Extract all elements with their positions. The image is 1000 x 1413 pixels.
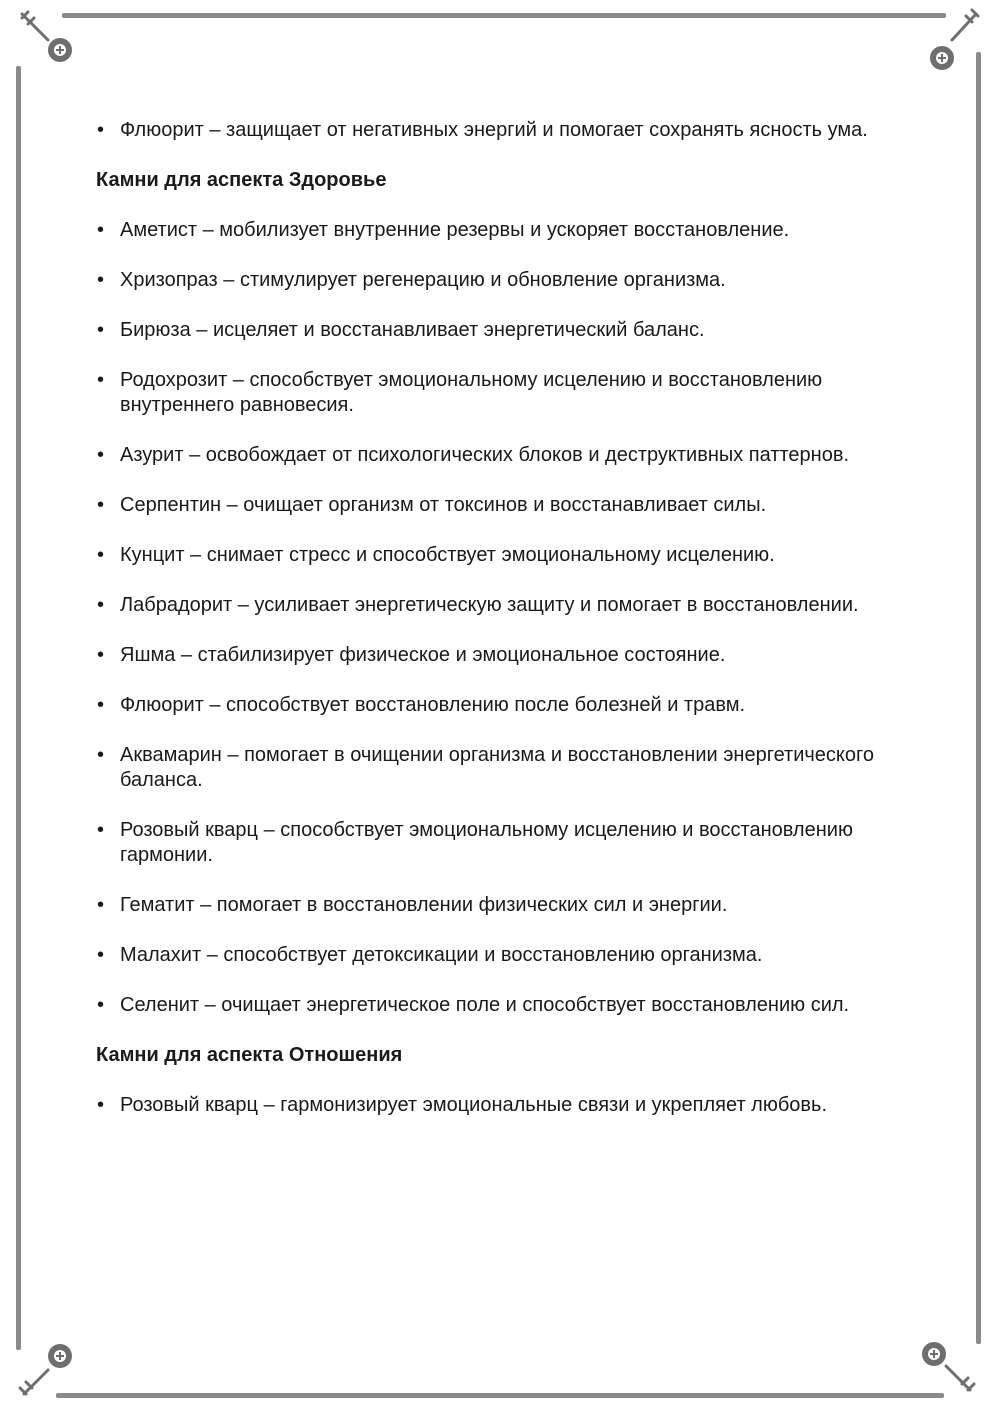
list-item: • Кунцит – снимает стресс и способствует эмоциональному исцелению. [96,543,916,568]
list-item: • Лабрадорит – усиливает энергетическую защиту и помогает в восстановлении. [96,593,916,618]
list-item: • Серпентин – очищает организм от токсинов и восстанавливает силы. [96,493,916,518]
section-heading-health: Камни для аспекта Здоровье [96,169,387,191]
decorative-key-icon [914,2,994,82]
decorative-key-icon [906,1324,986,1404]
frame-right-border [976,52,981,1344]
list-item: • Малахит – способствует детоксикации и восстановлению организма. [96,943,916,968]
intro-list [96,118,916,143]
frame-top-border [62,13,946,18]
list-item: • Аметист – мобилизует внутренние резервы и ускоряет восстановление. [96,218,916,243]
frame-left-border [16,66,21,1350]
page-content [96,118,916,1143]
list-item: • Розовый кварц – способствует эмоциональному исцелению и восстановлению гармонии. [96,818,916,868]
list-item: • Гематит – помогает в восстановлении физических сил и энергии. [96,893,916,918]
frame-bottom-border [56,1393,944,1398]
list-item: • Флюорит – способствует восстановлению после болезней и травм. [96,693,916,718]
list-item: • Бирюза – исцеляет и восстанавливает энергетический баланс. [96,318,916,343]
list-item: • Селенит – очищает энергетическое поле и способствует восстановлению сил. [96,993,916,1018]
decorative-key-icon [8,4,88,84]
health-stones-list [96,218,916,1018]
list-item: • Флюорит – защищает от негативных энергий и помогает сохранять ясность ума. [96,118,916,143]
relationship-stones-list [96,1093,916,1118]
list-item: • Хризопраз – стимулирует регенерацию и обновление организма. [96,268,916,293]
decorative-key-icon [8,1330,88,1410]
list-item: • Родохрозит – способствует эмоциональному исцелению и восстановлению внутреннего равновесия. [96,368,916,418]
list-item: • Аквамарин – помогает в очищении организма и восстановлении энергетического баланса. [96,743,916,793]
section-heading-relationships: Камни для аспекта Отношения [96,1044,403,1066]
list-item: • Азурит – освобождает от психологических блоков и деструктивных паттернов. [96,443,916,468]
list-item: • Яшма – стабилизирует физическое и эмоциональное состояние. [96,643,916,668]
list-item: • Розовый кварц – гармонизирует эмоциональные связи и укрепляет любовь. [96,1093,916,1118]
